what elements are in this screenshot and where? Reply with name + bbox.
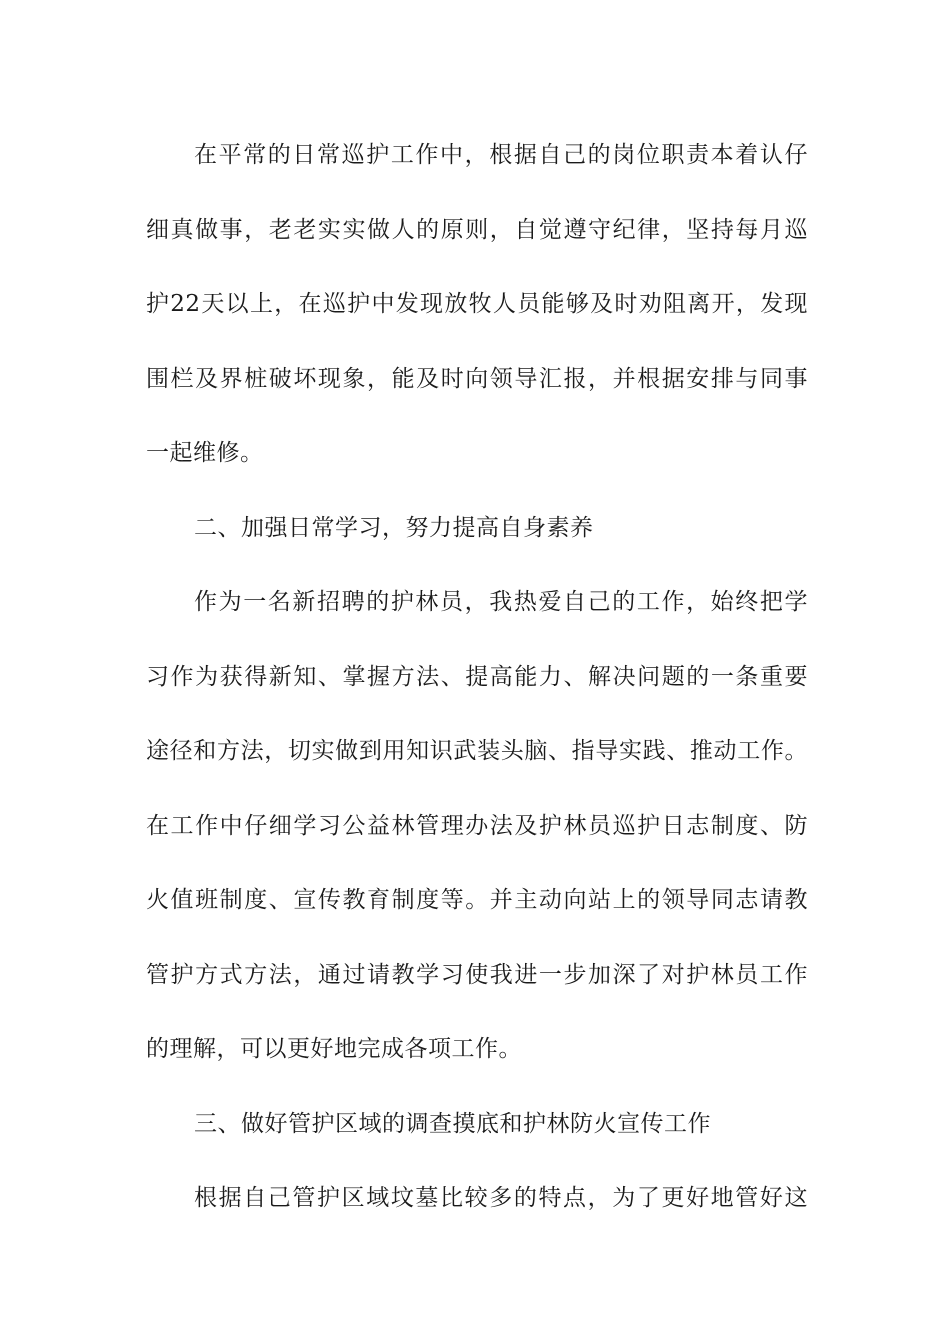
- paragraph-line: 细真做事，老老实实做人的原则，自觉遵守纪律，坚持每月巡: [146, 216, 808, 243]
- paragraph-line: 习作为获得新知、掌握方法、提高能力、解决问题的一条重要: [146, 663, 808, 690]
- paragraph-line: 途径和方法，切实做到用知识武装头脑、指导实践、推动工作。: [146, 738, 808, 764]
- paragraph-line: 在工作中仔细学习公益林管理办法及护林员巡护日志制度、防: [146, 812, 808, 839]
- paragraph-line: 根据自己管护区域坟墓比较多的特点，为了更好地管好这: [194, 1185, 808, 1211]
- section-heading: 二、加强日常学习，努力提高自身素养: [194, 514, 594, 541]
- paragraph-line: 一起维修。: [146, 440, 264, 466]
- paragraph-line: 火值班制度、宣传教育制度等。并主动向站上的领导同志请教: [146, 887, 808, 913]
- paragraph-line: 作为一名新招聘的护林员，我热爱自己的工作，始终把学: [194, 589, 808, 615]
- paragraph-line: 的理解，可以更好地完成各项工作。: [146, 1036, 522, 1062]
- paragraph-line: 在平常的日常巡护工作中，根据自己的岗位职责本着认仔: [194, 142, 808, 168]
- document-body: [146, 118, 808, 1236]
- paragraph-line: 管护方式方法，通过请教学习使我进一步加深了对护林员工作: [146, 961, 808, 988]
- paragraph-line: 围栏及界桩破坏现象，能及时向领导汇报，并根据安排与同事: [146, 365, 808, 392]
- section-heading: 三、做好管护区域的调查摸底和护林防火宣传工作: [194, 1110, 711, 1137]
- paragraph-line: 护22天以上，在巡护中发现放牧人员能够及时劝阻离开，发现: [146, 291, 808, 317]
